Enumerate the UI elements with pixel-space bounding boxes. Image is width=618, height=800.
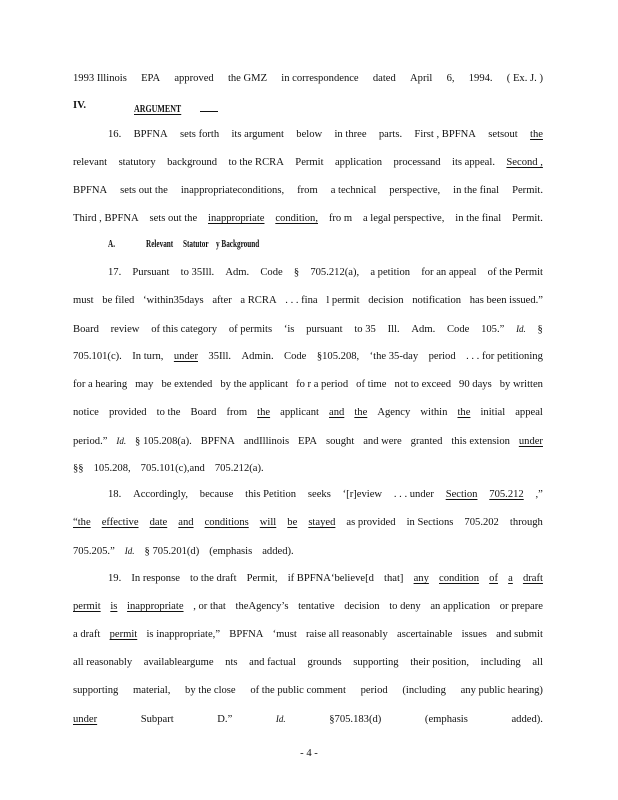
text-fragment: Adm. [225, 267, 250, 278]
text-fragment: sets out the [149, 213, 198, 224]
text-line [108, 572, 543, 586]
section-title [134, 100, 218, 115]
text-fragment: of this category [151, 324, 218, 335]
text-fragment: that] [384, 573, 404, 584]
text-fragment: within [420, 407, 448, 418]
text-fragment: dated [372, 73, 396, 84]
text-fragment: for a hearing [73, 379, 128, 390]
text-line [108, 266, 543, 280]
text-fragment: sets out the [120, 185, 168, 196]
text-fragment: because [199, 489, 234, 500]
text-fragment: Id. [116, 436, 127, 446]
text-fragment: § 105.208(a). [135, 436, 192, 447]
text-fragment: § [293, 267, 300, 278]
text-fragment: BPFNA [229, 629, 264, 640]
text-fragment: in the final [453, 185, 500, 196]
text-fragment: 17. [108, 267, 122, 278]
subsection-letter: A. [108, 239, 116, 250]
text-fragment: stayed [308, 517, 336, 528]
text-fragment: 705.205.” [73, 546, 115, 557]
text-line [73, 600, 543, 614]
text-fragment: Permit. [512, 213, 543, 224]
text-fragment: effective [101, 517, 139, 528]
text-line [73, 294, 543, 308]
text-fragment: any [413, 573, 429, 584]
text-fragment: period [360, 685, 388, 696]
text-line [73, 322, 543, 337]
text-fragment: Permit [295, 157, 324, 168]
text-fragment: issues [461, 629, 487, 640]
text-line [73, 378, 543, 392]
text-fragment: by the close [185, 685, 236, 696]
text-fragment: will [259, 517, 277, 528]
text-fragment: in Sections [406, 517, 454, 528]
text-fragment: any public hearing) [460, 685, 543, 696]
text-fragment: permit [73, 601, 101, 612]
text-fragment: ,” [535, 489, 543, 500]
text-fragment: 1994. [468, 73, 493, 84]
text-fragment: sets forth [180, 129, 220, 140]
text-line [108, 488, 543, 502]
text-fragment: under [518, 436, 543, 447]
text-fragment: for an appeal [421, 267, 477, 278]
text-fragment: sought [326, 436, 355, 447]
text-fragment: Permit, [246, 573, 278, 584]
text-fragment: Code [260, 267, 283, 278]
text-fragment: of the Permit [487, 267, 543, 278]
text-fragment: must [73, 295, 94, 306]
text-fragment: provided [108, 407, 147, 418]
text-fragment: (emphasis [209, 546, 253, 557]
text-fragment: §105.208, [316, 351, 360, 362]
text-fragment: Permit. [512, 185, 543, 196]
text-fragment: In response [131, 573, 180, 584]
text-fragment: 6, [446, 73, 455, 84]
text-fragment: of permits [228, 324, 273, 335]
text-fragment: nts [225, 657, 238, 668]
text-fragment: fro m [328, 213, 353, 224]
text-fragment: is [110, 601, 118, 612]
text-line [73, 656, 543, 670]
text-fragment: ‘must [272, 629, 297, 640]
text-fragment: background [167, 157, 218, 168]
text-fragment: from [226, 407, 248, 418]
text-fragment: under [73, 714, 98, 725]
text-fragment: 18. [108, 489, 122, 500]
section-title-text: ARGUMENT [134, 104, 182, 115]
text-fragment: added). [262, 546, 294, 557]
text-fragment: granted [410, 436, 443, 447]
text-fragment: . . . fina [285, 295, 318, 306]
text-fragment: appeal [515, 407, 543, 418]
text-fragment: through [509, 517, 543, 528]
text-fragment: “the [73, 517, 91, 528]
text-fragment: conditions [204, 517, 249, 528]
text-fragment: theAgency’s [235, 601, 289, 612]
text-fragment: applicant [280, 407, 319, 418]
text-fragment: and submit [496, 629, 543, 640]
text-fragment: Adm. [411, 324, 436, 335]
text-fragment: inappropriate [127, 601, 184, 612]
text-fragment: (including [402, 685, 446, 696]
text-fragment: Second , [506, 157, 543, 168]
text-fragment: decision [344, 601, 380, 612]
text-fragment: 705.101(c). [73, 351, 122, 362]
subsection-title-2: Statutor [183, 239, 209, 250]
text-line [73, 212, 543, 226]
text-fragment: supporting [73, 685, 119, 696]
text-fragment: is inappropriate,” [146, 629, 221, 640]
text-fragment: this Petition [245, 489, 297, 500]
text-fragment: 1993 Illinois [73, 73, 127, 84]
text-fragment: not to exceed [394, 379, 451, 390]
text-fragment: by written [499, 379, 543, 390]
section-number: IV. [73, 100, 87, 111]
text-fragment: D.” [217, 714, 233, 725]
text-fragment: Section [445, 489, 478, 500]
text-fragment: processand [393, 157, 441, 168]
text-line [108, 128, 543, 142]
text-fragment: material, [133, 685, 171, 696]
text-fragment: Admin. [241, 351, 274, 362]
text-fragment: after [212, 295, 232, 306]
text-fragment: to 35 [354, 324, 376, 335]
text-fragment: draft [522, 573, 543, 584]
text-fragment: Code [284, 351, 307, 362]
text-fragment: Subpart [140, 714, 174, 725]
text-line [73, 350, 543, 364]
text-fragment: raise all reasonably [306, 629, 388, 640]
text-fragment: ( Ex. J. ) [506, 73, 543, 84]
text-line [73, 72, 543, 86]
text-line [73, 628, 543, 642]
text-fragment: inappropriateconditions, [180, 185, 285, 196]
text-line [73, 156, 543, 170]
text-fragment: a RCRA [240, 295, 277, 306]
text-fragment: of time [356, 379, 387, 390]
text-fragment: l permit [326, 295, 360, 306]
text-fragment: in the final [455, 213, 502, 224]
text-fragment: Accordingly, [133, 489, 188, 500]
text-fragment: the [257, 407, 271, 418]
text-fragment: to the draft [190, 573, 237, 584]
text-fragment: . . . under [393, 489, 434, 500]
text-fragment: April [410, 73, 433, 84]
text-fragment: may [135, 379, 154, 390]
text-fragment: to 35Ill. [180, 267, 215, 278]
text-fragment: below [296, 129, 323, 140]
text-fragment: a petition [370, 267, 411, 278]
text-fragment: seeks [307, 489, 331, 500]
text-fragment: and factual [249, 657, 296, 668]
text-fragment: supporting [353, 657, 399, 668]
text-fragment: ‘[r]eview [342, 489, 383, 500]
text-fragment: 705.202 [464, 517, 499, 528]
text-fragment: their position, [410, 657, 470, 668]
text-fragment: this extension [451, 436, 510, 447]
text-fragment: in three [334, 129, 367, 140]
text-fragment: Id. [275, 714, 286, 724]
text-line [73, 544, 543, 559]
text-fragment: Id. [124, 546, 135, 556]
subsection-title-3: y Background [216, 239, 260, 250]
text-fragment: by the applicant [220, 379, 289, 390]
text-fragment: date [149, 517, 168, 528]
text-fragment: in correspondence [281, 73, 359, 84]
text-fragment: BPFNA [73, 185, 108, 196]
text-fragment: decision [368, 295, 404, 306]
text-fragment: ‘is [283, 324, 295, 335]
text-fragment: the GMZ [227, 73, 268, 84]
text-line [73, 184, 543, 198]
text-fragment: from [297, 185, 318, 196]
text-fragment: as provided [346, 517, 396, 528]
text-fragment: to the RCRA [228, 157, 284, 168]
text-fragment: and [329, 407, 345, 418]
text-line [73, 712, 543, 727]
text-fragment: the [457, 407, 471, 418]
text-fragment: approved [174, 73, 214, 84]
text-fragment: Code [446, 324, 470, 335]
text-fragment: fo r a period [296, 379, 349, 390]
text-fragment: application [334, 157, 383, 168]
text-fragment: availableargume [143, 657, 214, 668]
underline-fill [200, 100, 218, 112]
text-line [73, 462, 543, 476]
text-fragment: §705.183(d) [329, 714, 382, 725]
text-fragment: § 705.201(d) [144, 546, 200, 557]
text-fragment: to deny [389, 601, 421, 612]
text-fragment: or prepare [499, 601, 543, 612]
text-fragment: of [489, 573, 498, 584]
text-line [73, 406, 543, 420]
text-fragment: has been issued.” [469, 295, 543, 306]
text-fragment: § [537, 324, 543, 335]
text-fragment: Board [73, 324, 99, 335]
text-fragment: its argument [231, 129, 284, 140]
text-fragment: 705.212(a), [310, 267, 360, 278]
text-fragment: added). [511, 714, 543, 725]
text-fragment: statutory [118, 157, 156, 168]
text-fragment: 19. [108, 573, 122, 584]
text-fragment: BPFNA [133, 129, 168, 140]
text-fragment: its appeal. [452, 157, 495, 168]
text-fragment: Pursuant [132, 267, 170, 278]
text-fragment: notice [73, 407, 99, 418]
text-fragment: period.” [73, 436, 108, 447]
text-fragment: notification [412, 295, 462, 306]
text-fragment: , or that [193, 601, 226, 612]
text-fragment: the [354, 407, 368, 418]
text-fragment: condition, [275, 213, 318, 224]
text-fragment: Agency [377, 407, 411, 418]
text-fragment: Board [190, 407, 217, 418]
subsection-title-1: Relevant [146, 239, 174, 250]
text-fragment: initial [480, 407, 506, 418]
text-fragment: First , BPFNA [414, 129, 476, 140]
text-fragment: Ill. [387, 324, 400, 335]
text-fragment: all [532, 657, 543, 668]
text-fragment: parts. [378, 129, 403, 140]
text-fragment: 105.” [481, 324, 505, 335]
text-line [73, 434, 543, 449]
text-fragment: review [110, 324, 140, 335]
text-fragment: a [508, 573, 513, 584]
text-fragment: permit [109, 629, 138, 640]
text-fragment: be extended [161, 379, 213, 390]
text-fragment: Id. [516, 324, 526, 334]
text-fragment: and were [363, 436, 402, 447]
text-fragment: pursuant [306, 324, 343, 335]
text-fragment: if BPFNA‘believe[d [287, 573, 374, 584]
text-fragment: ‘within35days [143, 295, 204, 306]
text-fragment: §§ [73, 463, 84, 474]
text-fragment: grounds [307, 657, 342, 668]
page-number: - 4 - [300, 748, 318, 759]
text-fragment: 16. [108, 129, 122, 140]
text-fragment: a draft [73, 629, 101, 640]
text-fragment: of the public comment [250, 685, 346, 696]
text-fragment: be filed [102, 295, 135, 306]
text-fragment: period [428, 351, 456, 362]
text-fragment: . . . for petitioning [466, 351, 543, 362]
text-fragment: 705.212 [489, 489, 524, 500]
text-fragment: a legal perspective, [362, 213, 445, 224]
text-line [73, 516, 543, 530]
text-fragment: ‘the 35-day [369, 351, 419, 362]
text-fragment: EPA [298, 436, 318, 447]
text-fragment: tentative [298, 601, 335, 612]
text-line [73, 684, 543, 698]
text-fragment: including [480, 657, 521, 668]
text-fragment: 35Ill. [208, 351, 232, 362]
text-fragment: to the [156, 407, 181, 418]
text-fragment: Third , BPFNA [73, 213, 139, 224]
text-fragment: In turn, [132, 351, 164, 362]
text-fragment: under [173, 351, 198, 362]
text-fragment: inappropriate [208, 213, 265, 224]
text-fragment: ascertainable [397, 629, 453, 640]
text-fragment: 705.212(a). [214, 463, 264, 474]
text-fragment: and [178, 517, 194, 528]
text-fragment: andIllinois [243, 436, 290, 447]
text-fragment: BPFNA [200, 436, 235, 447]
text-fragment: 105.208, [93, 463, 131, 474]
subsection-heading [108, 239, 276, 250]
text-fragment: the [530, 129, 543, 140]
text-fragment: relevant [73, 157, 108, 168]
text-fragment: 90 days [459, 379, 492, 390]
text-fragment: 705.101(c),and [140, 463, 205, 474]
text-fragment: all reasonably [73, 657, 133, 668]
text-fragment: perspective, [389, 185, 441, 196]
text-fragment: a technical [330, 185, 377, 196]
text-fragment: (emphasis [424, 714, 468, 725]
text-fragment: be [287, 517, 298, 528]
text-fragment: an application [430, 601, 491, 612]
text-fragment: setsout [488, 129, 518, 140]
text-fragment: EPA [141, 73, 161, 84]
text-fragment: condition [439, 573, 480, 584]
